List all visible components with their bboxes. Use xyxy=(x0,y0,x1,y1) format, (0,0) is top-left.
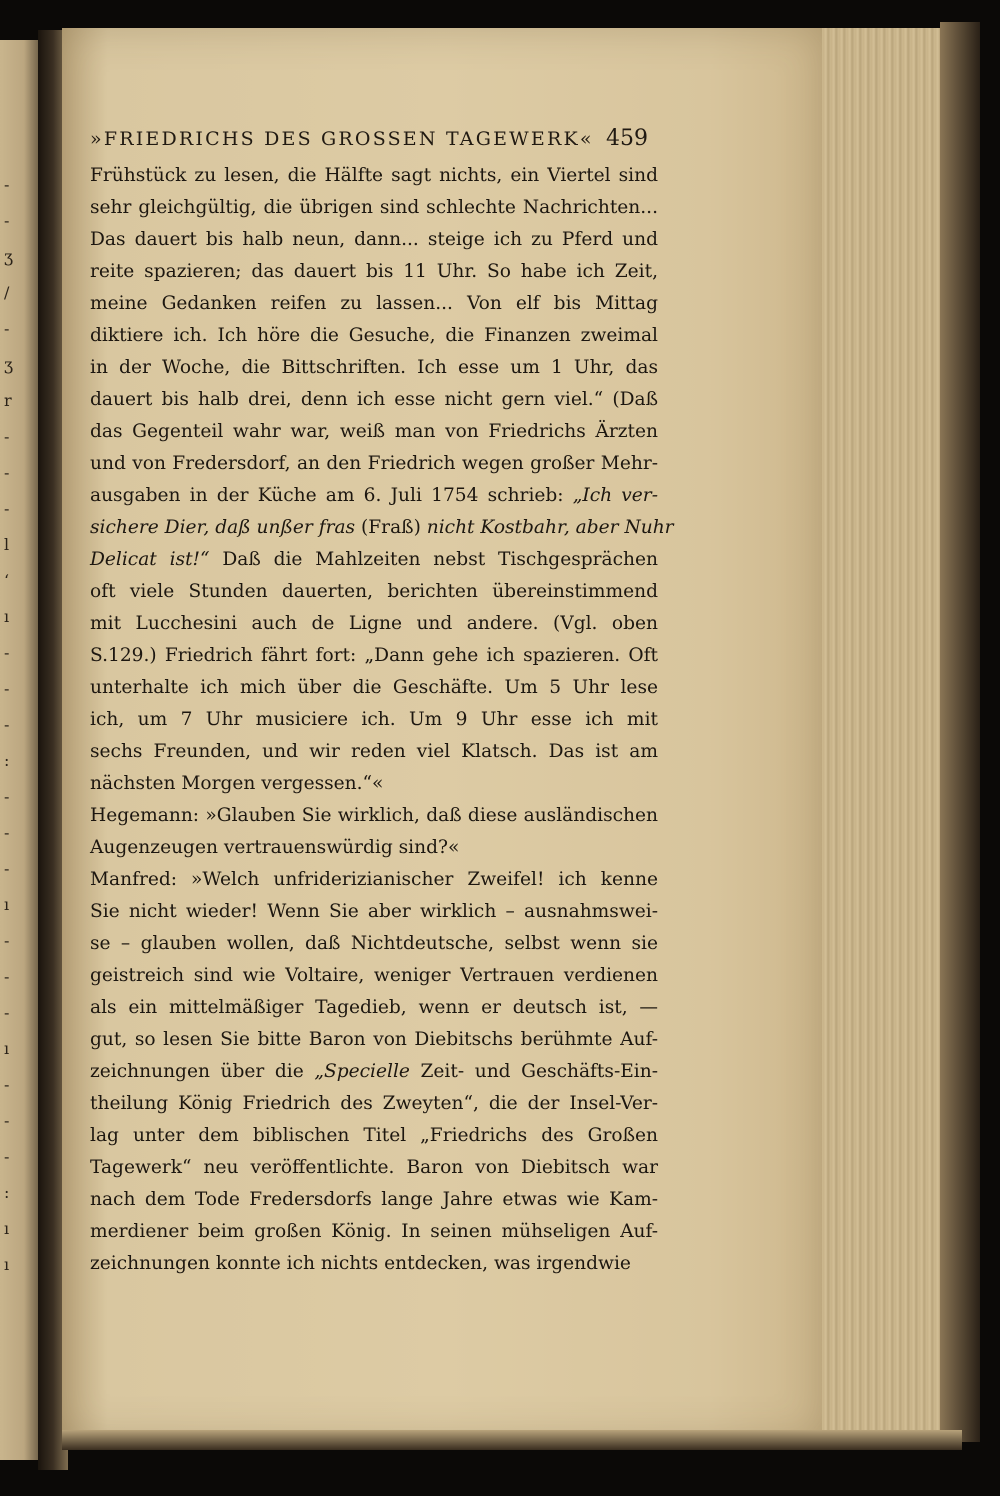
text-line xyxy=(90,1088,658,1120)
text-run: lag unter dem biblischen Titel „Friedrichs des Großen xyxy=(90,1125,658,1146)
text-line xyxy=(90,960,658,992)
text-line xyxy=(90,800,658,832)
cover-shadow xyxy=(940,22,980,1442)
text-line xyxy=(90,256,658,288)
text-run: diktiere ich. Ich höre die Gesuche, die Finanzen zweimal xyxy=(90,325,658,346)
text-line xyxy=(90,1024,658,1056)
text-line xyxy=(90,416,658,448)
text-run: ich, um 7 Uhr musiciere ich. Um 9 Uhr esse ich mit xyxy=(90,709,658,730)
line-end-mark: / xyxy=(4,283,10,302)
text-run: S.129.) Friedrich fährt fort: „Dann gehe ich spazieren. Oft xyxy=(90,645,658,666)
text-line xyxy=(90,704,658,736)
text-line xyxy=(90,448,658,480)
text-run: se – glauben wollen, daß Nichtdeutsche, selbst wenn sie xyxy=(90,933,658,954)
text-line xyxy=(90,832,658,864)
line-end-mark: - xyxy=(4,1147,10,1166)
text-line xyxy=(90,1184,658,1216)
line-end-mark: - xyxy=(4,931,10,950)
line-end-mark: ʒ xyxy=(4,355,14,374)
line-end-mark: - xyxy=(4,1111,10,1130)
text-line xyxy=(90,352,658,384)
text-run: und von Fredersdorf, an den Friedrich wegen großer Mehr- xyxy=(90,453,658,474)
text-run: (Fraß) xyxy=(355,517,427,538)
text-run: Zeit- und Geschäfts-Ein- xyxy=(409,1061,658,1082)
italic-quote: nicht Kostbahr, aber Nuhr xyxy=(426,517,674,538)
text-run: zeichnungen konnte ich nichts entdecken, was irgendwie xyxy=(90,1253,631,1274)
line-end-mark: - xyxy=(4,643,10,662)
line-end-mark: ı xyxy=(4,607,10,626)
line-end-mark: ı xyxy=(4,1039,10,1058)
text-run: Das dauert bis halb neun, dann... steige ich zu Pferd und xyxy=(90,229,658,250)
line-end-mark: - xyxy=(4,679,10,698)
line-end-mark: : xyxy=(4,751,10,770)
body-text xyxy=(90,160,674,1280)
line-end-mark: ʒ xyxy=(4,247,14,266)
text-run: sechs Freunden, und wir reden viel Klatsch. Das ist am xyxy=(90,741,658,762)
line-end-mark: ‘ xyxy=(4,571,10,590)
line-end-mark: - xyxy=(4,499,10,518)
italic-quote: „Specielle xyxy=(314,1061,410,1082)
text-line xyxy=(90,640,658,672)
text-run: Hegemann: »Glauben Sie wirklich, daß diese ausländischen xyxy=(90,805,658,826)
facing-page-line-ends xyxy=(4,40,24,1460)
text-run: unterhalte ich mich über die Geschäfte. Um 5 Uhr lese xyxy=(90,677,658,698)
line-end-mark: - xyxy=(4,715,10,734)
page-bottom-edge xyxy=(62,1430,962,1450)
text-line xyxy=(90,160,658,192)
text-run: geistreich sind wie Voltaire, weniger Vertrauen verdienen xyxy=(90,965,658,986)
text-run: Manfred: »Welch unfriderizianischer Zweifel! ich kenne xyxy=(90,869,658,890)
text-line xyxy=(90,544,658,576)
text-run: Frühstück zu lesen, die Hälfte sagt nichts, ein Viertel sind xyxy=(90,165,658,186)
facing-page-sliver xyxy=(0,40,40,1460)
text-line xyxy=(90,896,658,928)
text-run: das Gegenteil wahr war, weiß man von Friedrichs Ärzten xyxy=(90,421,658,442)
text-line xyxy=(90,736,658,768)
line-end-mark: - xyxy=(4,463,10,482)
line-end-mark: - xyxy=(4,823,10,842)
text-run: als ein mittelmäßiger Tagedieb, wenn er deutsch ist, — xyxy=(90,997,658,1018)
italic-quote: „Ich ver- xyxy=(572,485,658,506)
text-line xyxy=(90,320,658,352)
text-line xyxy=(90,1120,658,1152)
text-line xyxy=(90,928,658,960)
line-end-mark: : xyxy=(4,1183,10,1202)
line-end-mark: - xyxy=(4,1075,10,1094)
text-run: nächsten Morgen vergessen.“« xyxy=(90,773,384,794)
text-run: oft viele Stunden dauerten, berichten übereinstimmend xyxy=(90,581,658,602)
text-run: gut, so lesen Sie bitte Baron von Diebitschs berühmte Auf- xyxy=(90,1029,658,1050)
text-run: sehr gleichgültig, die übrigen sind schlechte Nachrichten... xyxy=(90,197,658,218)
page-number: 459 xyxy=(606,126,648,151)
text-run: mit Lucchesini auch de Ligne und andere. (Vgl. oben xyxy=(90,613,658,634)
line-end-mark: - xyxy=(4,319,10,338)
text-run: dauert bis halb drei, denn ich esse nicht gern viel.“ (Daß xyxy=(90,389,658,410)
text-line xyxy=(90,768,658,800)
line-end-mark: - xyxy=(4,787,10,806)
text-run: Tagewerk“ neu veröffentlichte. Baron von Diebitsch war xyxy=(90,1157,658,1178)
text-line xyxy=(90,224,658,256)
text-run: Daß die Mahlzeiten nebst Tischgesprächen xyxy=(209,549,658,570)
line-end-mark: - xyxy=(4,427,10,446)
text-run: ausgaben in der Küche am 6. Juli 1754 schrieb: xyxy=(90,485,573,506)
text-run: zeichnungen über die xyxy=(90,1061,315,1082)
line-end-mark: ı xyxy=(4,1255,10,1274)
text-line xyxy=(90,992,658,1024)
line-end-mark: - xyxy=(4,967,10,986)
italic-quote: Delicat ist!“ xyxy=(90,549,210,570)
text-run: theilung König Friedrich des Zweyten“, die der Insel-Ver- xyxy=(90,1093,658,1114)
text-run: Sie nicht wieder! Wenn Sie aber wirklich – ausnahmswei- xyxy=(90,901,658,922)
text-line xyxy=(90,1216,658,1248)
text-run: meine Gedanken reifen zu lassen... Von elf bis Mittag xyxy=(90,293,658,314)
text-line xyxy=(90,1152,658,1184)
line-end-mark: ı xyxy=(4,895,10,914)
text-line xyxy=(90,1248,658,1280)
text-line xyxy=(90,192,658,224)
text-line xyxy=(90,864,658,896)
line-end-mark: - xyxy=(4,1003,10,1022)
line-end-mark: ı xyxy=(4,1219,10,1238)
italic-quote: sichere Dier, daß unßer fras xyxy=(90,517,356,538)
text-run: nach dem Tode Fredersdorfs lange Jahre etwas wie Kam- xyxy=(90,1189,658,1210)
text-line xyxy=(90,512,674,544)
text-line xyxy=(90,384,658,416)
line-end-mark: r xyxy=(4,391,12,410)
text-run: Augenzeugen vertrauenswürdig sind?« xyxy=(90,837,460,858)
text-line xyxy=(90,608,658,640)
text-line xyxy=(90,672,658,704)
line-end-mark: - xyxy=(4,211,10,230)
line-end-mark: - xyxy=(4,859,10,878)
text-line xyxy=(90,576,658,608)
running-head: »FRIEDRICHS DES GROSSEN TAGEWERK« xyxy=(90,128,594,150)
text-line xyxy=(90,1056,658,1088)
line-end-mark: l xyxy=(4,535,10,554)
text-run: in der Woche, die Bittschriften. Ich esse um 1 Uhr, das xyxy=(90,357,658,378)
text-line xyxy=(90,480,658,512)
text-run: reite spazieren; das dauert bis 11 Uhr. So habe ich Zeit, xyxy=(90,261,658,282)
text-run: merdiener beim großen König. In seinen mühseligen Auf- xyxy=(90,1221,658,1242)
text-line xyxy=(90,288,658,320)
line-end-mark: - xyxy=(4,175,10,194)
